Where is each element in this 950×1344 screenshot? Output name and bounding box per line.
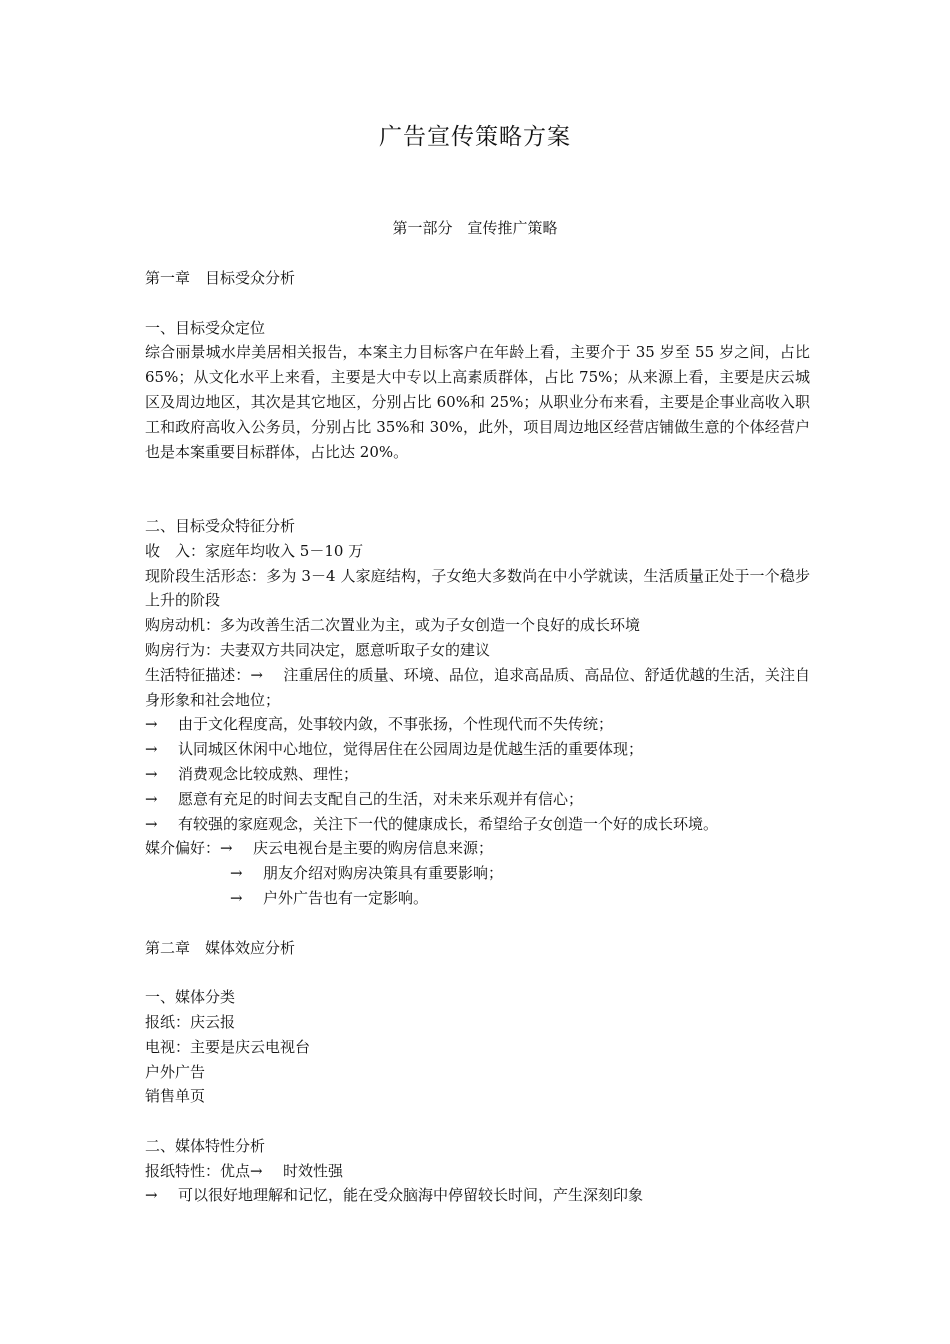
arrow-icon: → [145,715,158,734]
media-category-item: 销售单页 [145,1087,206,1106]
lifestyle-item: → 愿意有充足的时间去支配自己的生活，对未来乐观并有信心； [145,787,810,812]
arrow-icon: → [220,839,233,858]
lifestyle-item: → 有较强的家庭观念，关注下一代的健康成长，希望给子女创造一个好的成长环境。 [145,812,810,837]
section-1-1-heading: 一、目标受众定位 [145,318,266,337]
section-2-1-heading: 一、媒体分类 [145,988,236,1007]
document-body [145,266,810,1208]
lifestyle-label: 生活特征描述： [145,665,251,684]
media-preference-item: → 户外广告也有一定影响。 [145,886,810,911]
newspaper-trait-item: → 可以很好地理解和记忆，能在受众脑海中停留较长时间，产生深刻印象 [145,1183,810,1208]
purchase-motive-line: 购房动机：多为改善生活二次置业为主，或为子女创造一个良好的成长环境 [145,616,641,635]
arrow-icon: → [145,740,158,759]
lifestyle-item: → 认同城区休闲中心地位，觉得居住在公园周边是优越生活的重要体现； [145,737,810,762]
purchase-behavior-line: 购房行为：夫妻双方共同决定，愿意听取子女的建议 [145,640,491,659]
arrow-icon: → [145,789,158,808]
newspaper-trait-item: 报纸特性：优点→ 时效性强 [145,1159,810,1184]
media-preference-item: → 朋友介绍对购房决策具有重要影响； [145,861,810,886]
arrow-icon: → [145,814,158,833]
arrow-icon: → [250,665,263,684]
section-2-2-heading: 二、媒体特性分析 [145,1136,266,1155]
newspaper-trait-label: 报纸特性：优点 [145,1161,251,1180]
arrow-icon: → [145,1186,158,1205]
arrow-icon: → [250,1161,263,1180]
arrow-icon: → [230,888,243,907]
audience-positioning-paragraph: 综合丽景城水岸美居相关报告，本案主力目标客户在年龄上看，主要介于 35 岁至 55 岁之间，占比 65%；从文化水平上来看，主要是大中专以上高素质群体，占比 75%；从来源上看，主要是庆云城区及周边地区，其次是其它地区，分别占比 60%和 25%；从职业分布来看，主要是企事业高收入职工和政府高收入公务员，分别占比 35%和 30%，此外，项目周边地区经营店铺做生意的个体经营户也是本案重要目标群体，占比达 20%。 [145,343,810,461]
document-title: 广告宣传策略方案 [379,124,571,150]
life-stage-line: 现阶段生活形态：多为 3－4 人家庭结构，子女绝大多数尚在中小学就读，生活质量正处于一个稳步上升的阶段 [145,566,810,610]
media-category-item: 电视：主要是庆云电视台 [145,1037,311,1056]
lifestyle-first-item [145,663,810,713]
media-preference-item: 媒介偏好：→ 庆云电视台是主要的购房信息来源； [145,836,810,861]
arrow-icon: → [145,764,158,783]
media-category-item: 户外广告 [145,1062,206,1081]
chapter-2-heading: 第二章 媒体效应分析 [145,938,296,957]
arrow-icon: → [230,864,243,883]
media-category-item: 报纸：庆云报 [145,1012,236,1031]
lifestyle-item: → 由于文化程度高，处事较内敛，不事张扬，个性现代而不失传统； [145,712,810,737]
chapter-1-heading: 第一章 目标受众分析 [145,269,296,287]
lifestyle-item: → 消费观念比较成熟、理性； [145,762,810,787]
section-1-2-heading: 二、目标受众特征分析 [145,516,296,535]
lifestyle-first-text: 注重居住的质量、环境、品位，追求高品质、高品位、舒适优越的生活，关注自身形象和社会地位； [145,665,810,709]
part-heading: 第一部分 宣传推广策略 [392,219,558,237]
income-line: 收 入：家庭年均收入 5－10 万 [145,541,364,560]
media-preference-label: 媒介偏好： [145,839,221,858]
